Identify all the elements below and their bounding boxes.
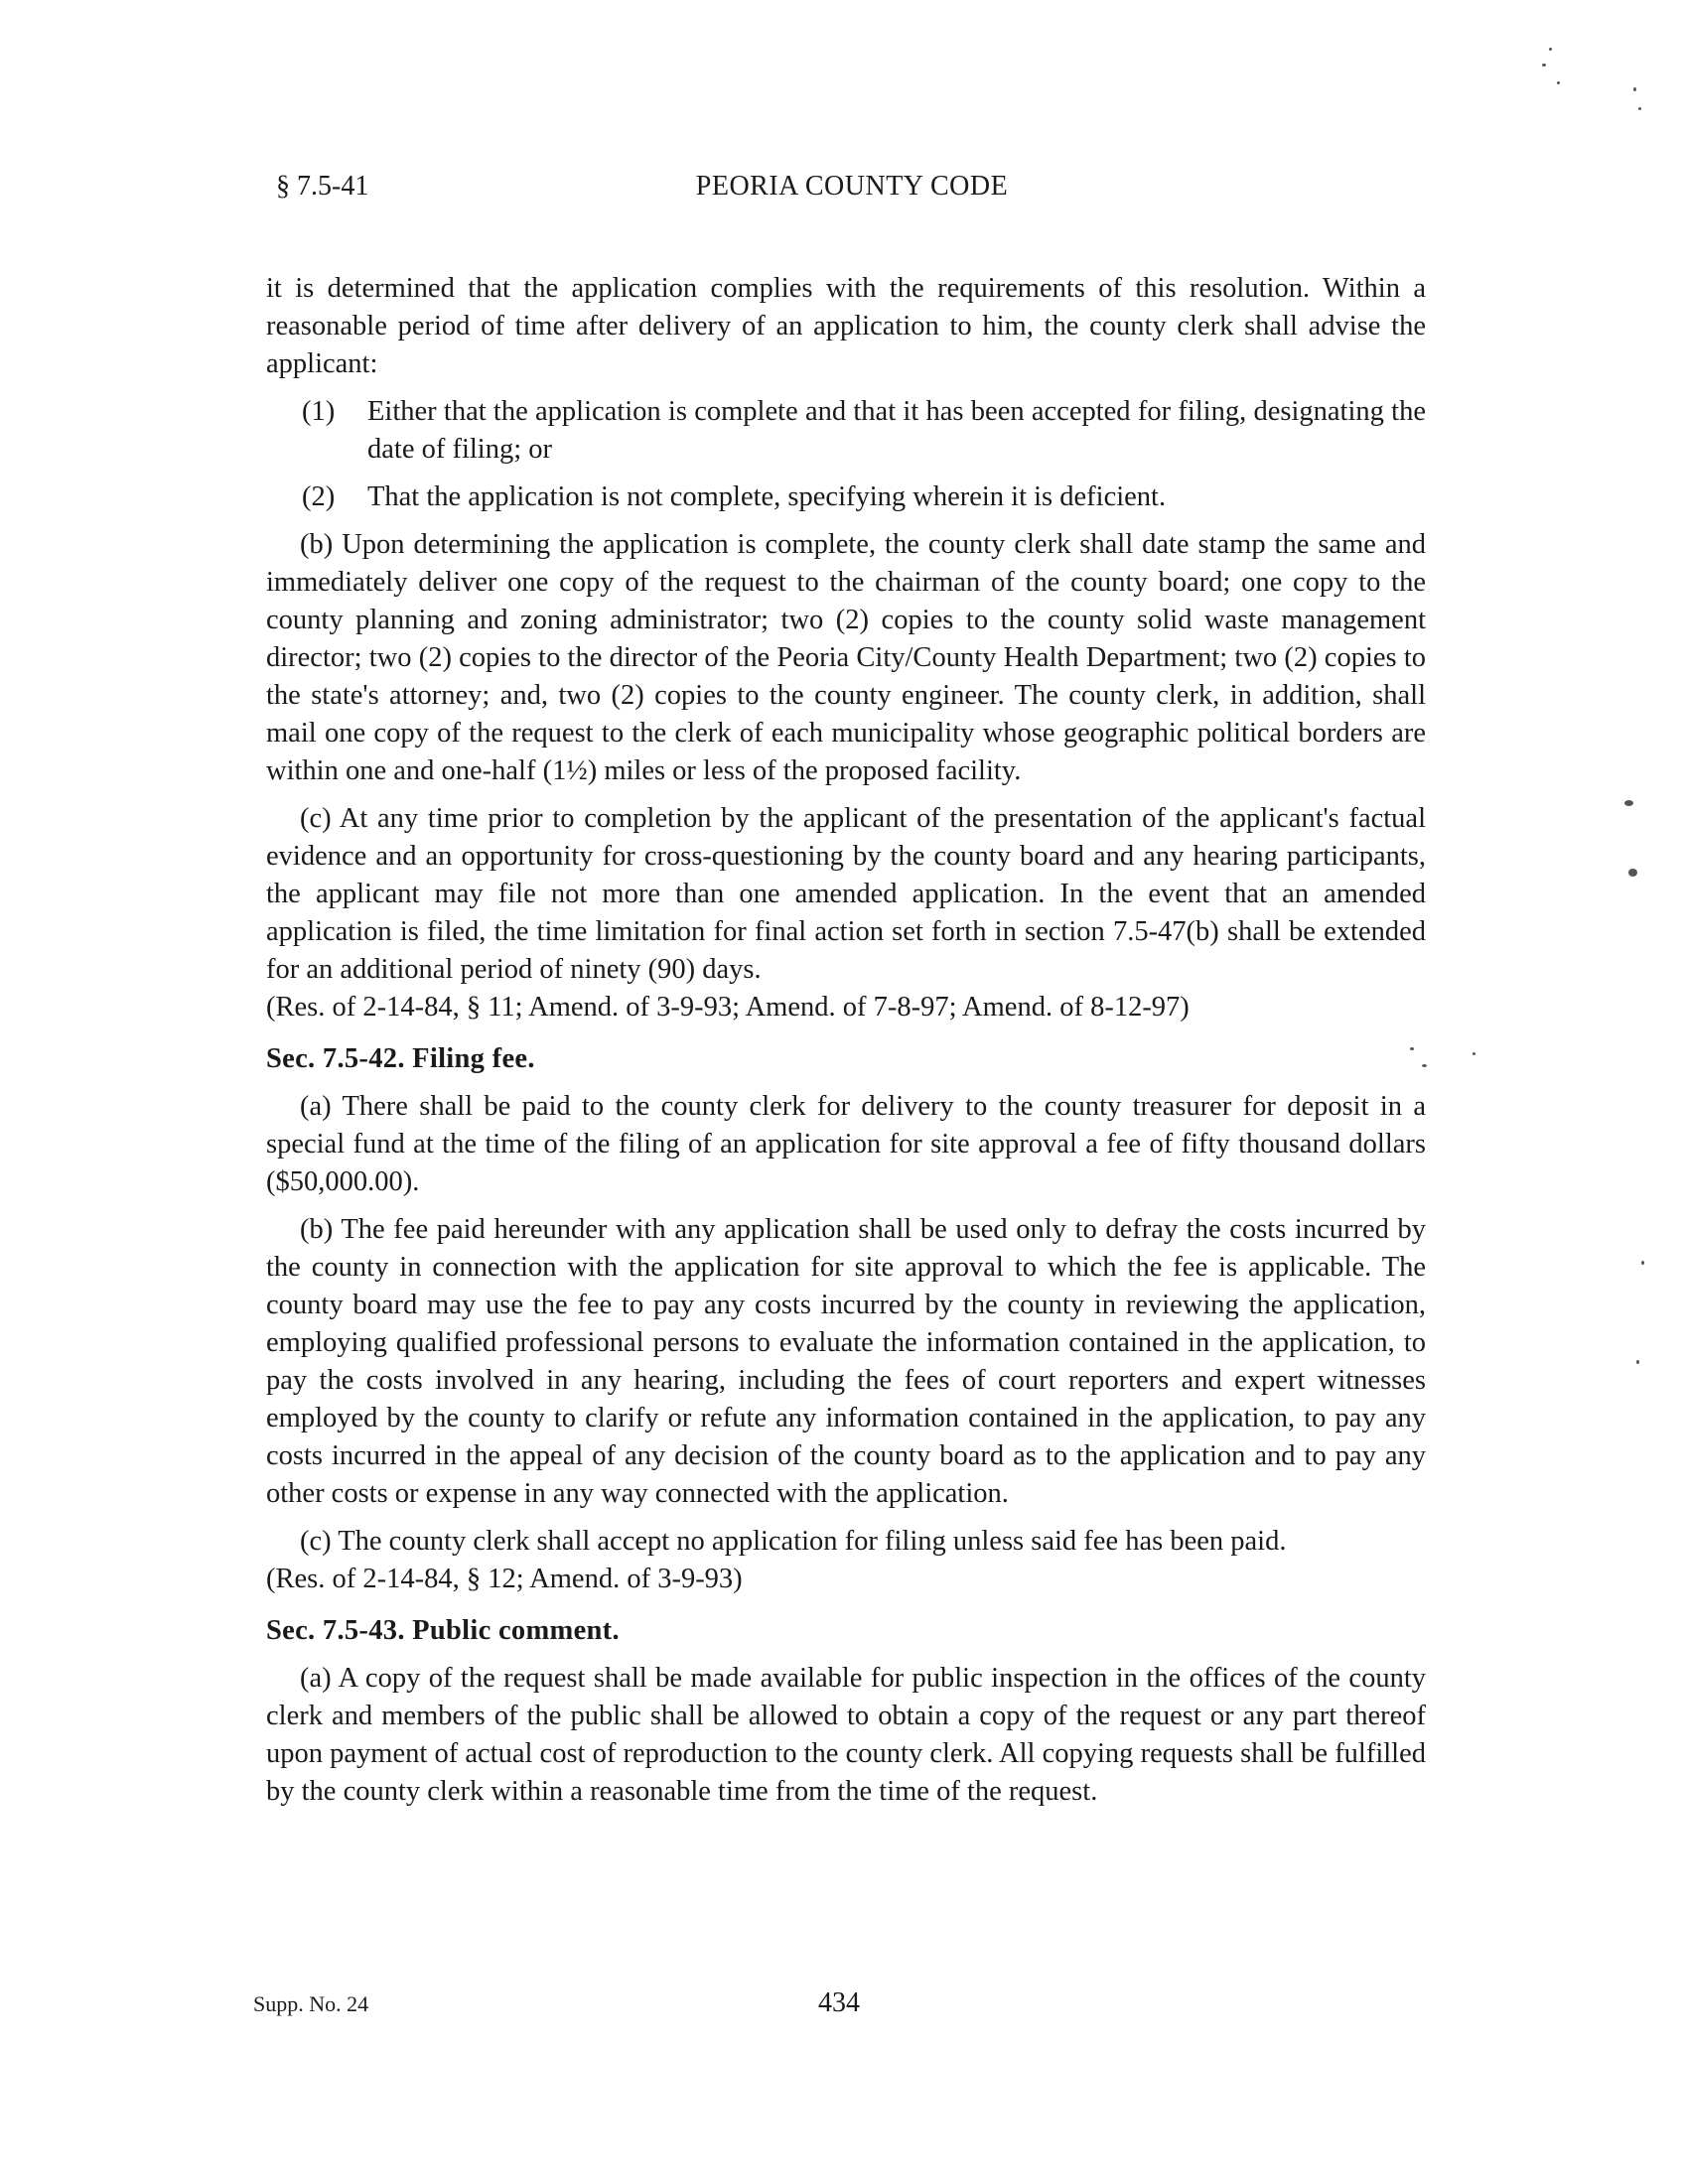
scan-speck (1557, 81, 1560, 84)
section-7-5-42-paragraph-c: (c) The county clerk shall accept no application for filing unless said fee has been paid. (300, 1526, 1287, 1557)
scan-speck (1633, 87, 1636, 91)
intro-paragraph: it is determined that the application complies with the requirements of this resolution. Within a reasonable period of time after delivery of an application to him, the county clerk shall advise the applicant: (266, 273, 1426, 379)
scan-speck (1410, 1047, 1414, 1050)
scan-speck (1542, 64, 1546, 67)
scan-speck (1641, 1261, 1644, 1265)
list-item (266, 393, 1426, 469)
page-number: 434 (818, 1987, 860, 2018)
page-footer (253, 1987, 1425, 2023)
list-item-number: (2) (302, 481, 336, 512)
scan-speck (1422, 1064, 1427, 1067)
scan-speck (1473, 1052, 1475, 1055)
document-body (266, 270, 1426, 1811)
section-7-5-43-paragraph-a: (a) A copy of the request shall be made available for public inspection in the offices of the county clerk and members of the public shall be allowed to obtain a copy of the request or any part thereof upon payment of actual cost of reproduction to the county clerk. All copying requests shall be fulfilled by the county clerk within a reasonable time from the time of the request. (266, 1663, 1426, 1807)
header-code-title: PEORIA COUNTY CODE (695, 171, 1009, 202)
scan-speck (1624, 800, 1633, 806)
list-item (266, 478, 1426, 516)
scan-speck (1549, 48, 1552, 51)
history-note-7-5-41: (Res. of 2-14-84, § 11; Amend. of 3-9-93; Amend. of 7-8-97; Amend. of 8-12-97) (266, 992, 1190, 1023)
paragraph-c: (c) At any time prior to completion by the applicant of the presentation of the applicant's factual evidence and an opportunity for cross-questioning by the county board and any hearing participants, the applicant may file not more than one amended application. In the event that an amended application is filed, the time limitation for final action set forth in section 7.5-47(b) shall be extended for an additional period of ninety (90) days. (266, 803, 1426, 985)
section-7-5-42-paragraph-a: (a) There shall be paid to the county clerk for delivery to the county treasurer for deposit in a special fund at the time of the filing of an application for site approval a fee of fifty thousand dollars ($50,000.00). (266, 1091, 1426, 1197)
list-item-number: (1) (302, 396, 336, 427)
section-7-5-43-heading: Sec. 7.5-43. Public comment. (266, 1615, 620, 1646)
running-header (276, 171, 1428, 210)
scan-speck (1638, 107, 1641, 110)
section-7-5-42-paragraph-b: (b) The fee paid hereunder with any application shall be used only to defray the costs incurred by the county in connection with the application for site approval to which the fee is applicable. The county board may use the fee to pay any costs incurred by the county in reviewing the application, employing qualified professional persons to evaluate the information contained in the application, to pay the costs involved in any hearing, including the fees of court reporters and expert witnesses employed by the county to clarify or refute any information contained in the application, to pay any costs incurred in the appeal of any decision of the county board as to the application and to pay any other costs or expense in any way connected with the application. (266, 1214, 1426, 1509)
section-7-5-42-heading: Sec. 7.5-42. Filing fee. (266, 1043, 535, 1074)
paragraph-b: (b) Upon determining the application is complete, the county clerk shall date stamp the same and immediately deliver one copy of the request to the chairman of the county board; one copy to the county planning and zoning administrator; two (2) copies to the county solid waste management director; two (2) copies to the director of the Peoria City/County Health Department; two (2) copies to the state's attorney; and, two (2) copies to the county engineer. The county clerk, in addition, shall mail one copy of the request to the clerk of each municipality whose geographic political borders are within one and one-half (1½) miles or less of the proposed facility. (266, 529, 1426, 786)
header-section-reference: § 7.5-41 (276, 171, 369, 202)
history-note-7-5-42: (Res. of 2-14-84, § 12; Amend. of 3-9-93) (266, 1564, 743, 1594)
scan-speck (1628, 869, 1637, 877)
supplement-number: Supp. No. 24 (253, 1991, 369, 2016)
list-item-text: That the application is not complete, specifying wherein it is deficient. (367, 481, 1167, 512)
list-item-text: Either that the application is complete and that it has been accepted for filing, designating the date of filing; or (367, 396, 1426, 465)
scan-speck (1636, 1360, 1639, 1364)
